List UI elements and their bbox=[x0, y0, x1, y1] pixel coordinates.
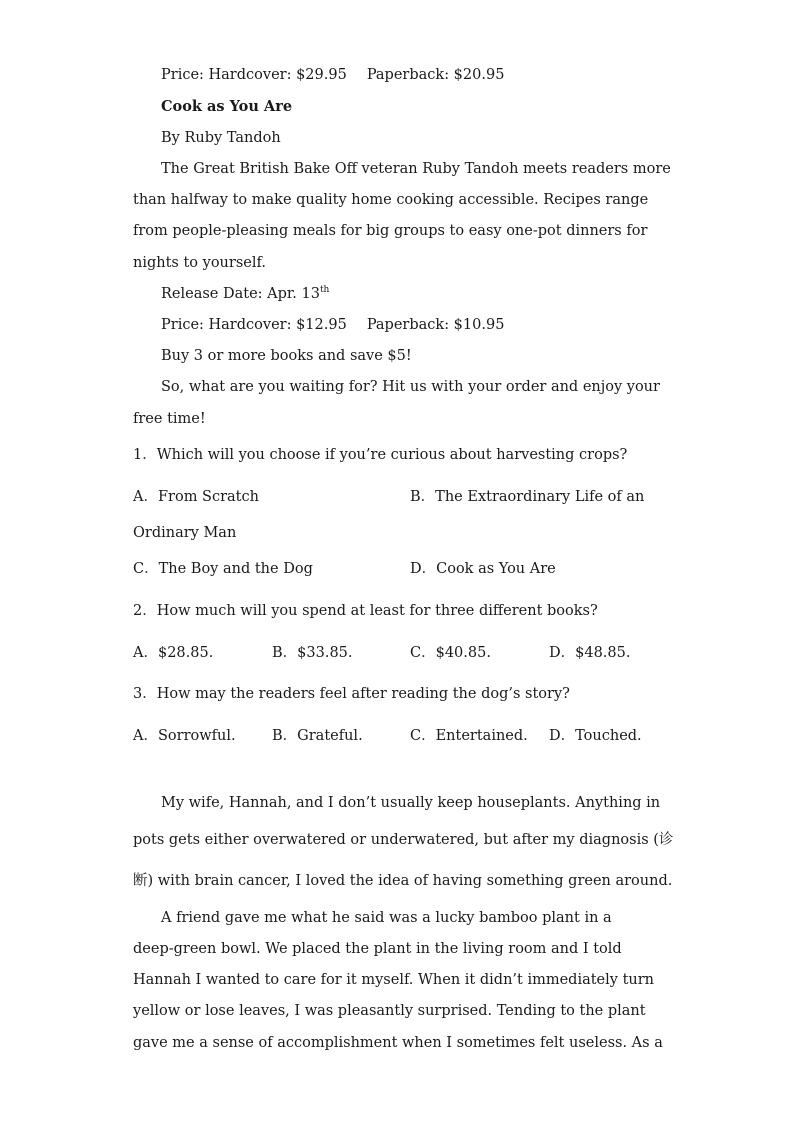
book-title: Cook as You Are bbox=[161, 98, 293, 115]
question-2-option-a: A．$28.85. bbox=[133, 645, 214, 661]
question-1-stem: 1．Which will you choose if you’re curious about harvesting crops? bbox=[133, 447, 628, 463]
question-1-option-c: C．The Boy and the Dog bbox=[133, 561, 313, 577]
question-1-option-a: A．From Scratch bbox=[133, 489, 259, 505]
price-hardcover: Price: Hardcover: $12.95 bbox=[161, 317, 347, 333]
passage-line: Hannah I wanted to care for it myself. When it didn’t immediately turn bbox=[133, 972, 655, 988]
question-1-option-d: D．Cook as You Are bbox=[410, 561, 556, 577]
passage-line: yellow or lose leaves, I was pleasantly surprised. Tending to the plant bbox=[133, 1003, 646, 1019]
release-date-text: Release Date: Apr. 13 bbox=[161, 286, 320, 302]
book-description-line: nights to yourself. bbox=[133, 255, 266, 271]
closing-line: free time! bbox=[133, 411, 206, 427]
question-3-option-c: C．Entertained. bbox=[410, 728, 528, 744]
book-description-line: from people-pleasing meals for big groups to easy one-pot dinners for bbox=[133, 223, 648, 239]
passage-line: deep-green bowl. We placed the plant in the living room and I told bbox=[133, 941, 622, 957]
offer-text: Buy 3 or more books and save $5! bbox=[161, 348, 412, 364]
question-3-option-a: A．Sorrowful. bbox=[133, 728, 236, 744]
passage-line: A friend gave me what he said was a lucky bamboo plant in a bbox=[161, 910, 612, 926]
book-price-line bbox=[161, 315, 504, 335]
question-1-option-b-continued: Ordinary Man bbox=[133, 525, 237, 541]
book-description-line: The Great British Bake Off veteran Ruby Tandoh meets readers more bbox=[161, 161, 671, 177]
release-date-suffix: th bbox=[319, 285, 330, 295]
book-description-line: than halfway to make quality home cooking accessible. Recipes range bbox=[133, 192, 649, 208]
question-3-option-d: D．Touched. bbox=[549, 728, 642, 744]
price-line-previous-book bbox=[161, 65, 504, 85]
closing-line: So, what are you waiting for? Hit us with your order and enjoy your bbox=[161, 379, 660, 395]
passage-line: My wife, Hannah, and I don’t usually keep houseplants. Anything in bbox=[161, 795, 661, 811]
question-3-option-b: B．Grateful. bbox=[272, 728, 363, 744]
passage-line: pots gets either overwatered or underwatered, but after my diagnosis (诊 bbox=[133, 832, 674, 848]
release-date bbox=[161, 284, 329, 304]
question-2-option-c: C．$40.85. bbox=[410, 645, 491, 661]
question-2-option-b: B．$33.85. bbox=[272, 645, 353, 661]
question-3-stem: 3．How may the readers feel after reading the dog’s story? bbox=[133, 686, 570, 702]
passage-line: gave me a sense of accomplishment when I sometimes felt useless. As a bbox=[133, 1035, 663, 1051]
price-hardcover: Price: Hardcover: $29.95 bbox=[161, 67, 347, 83]
question-1-option-b: B．The Extraordinary Life of an bbox=[410, 489, 645, 505]
passage-line: 断) with brain cancer, I loved the idea of having something green around. bbox=[133, 873, 673, 889]
question-2-option-d: D．$48.85. bbox=[549, 645, 631, 661]
price-paperback: Paperback: $20.95 bbox=[366, 67, 505, 83]
question-2-stem: 2．How much will you spend at least for three different books? bbox=[133, 603, 598, 619]
price-paperback: Paperback: $10.95 bbox=[366, 317, 505, 333]
book-author: By Ruby Tandoh bbox=[161, 130, 281, 146]
